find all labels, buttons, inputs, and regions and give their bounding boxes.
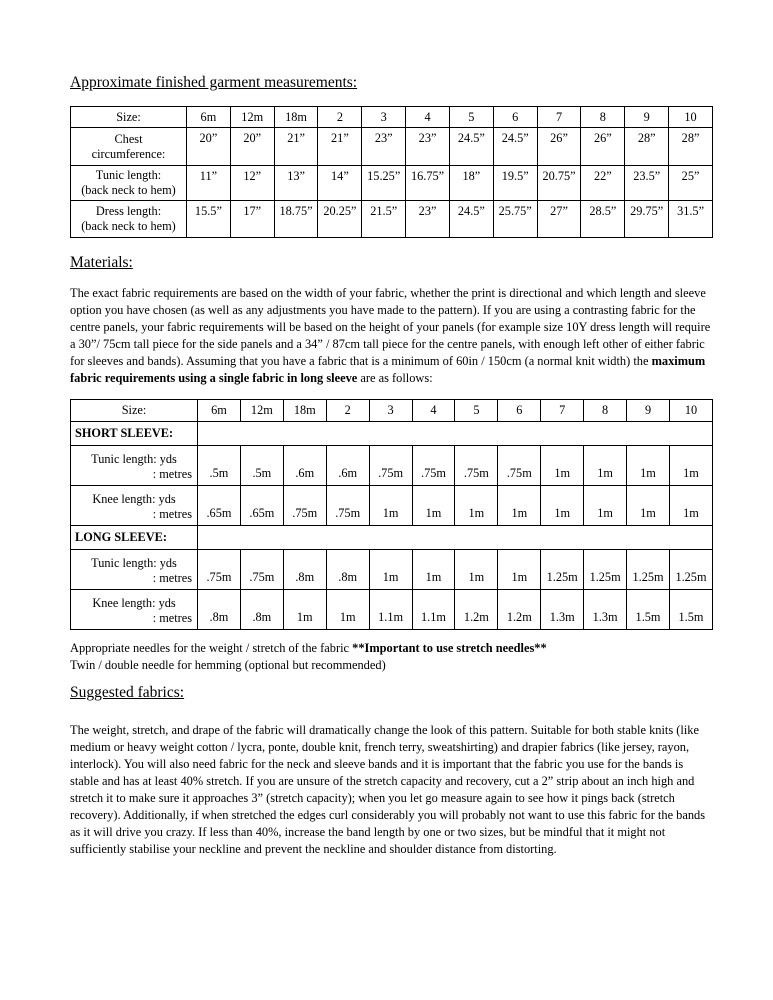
value-cell: 1m bbox=[412, 486, 455, 526]
fabric-requirements-table bbox=[70, 399, 713, 630]
size-header-cell: 9 bbox=[627, 400, 670, 422]
size-header-cell: 4 bbox=[406, 107, 450, 128]
value-cell: 1m bbox=[369, 550, 412, 590]
value-cell: 18.75” bbox=[274, 201, 318, 238]
value-cell: 23.5” bbox=[625, 166, 669, 201]
size-header-cell: 5 bbox=[449, 107, 493, 128]
value-cell: .6m bbox=[283, 446, 326, 486]
value-cell: 1m bbox=[498, 550, 541, 590]
value-cell: 23” bbox=[406, 201, 450, 238]
value-cell: .6m bbox=[326, 446, 369, 486]
value-cell: 28” bbox=[669, 128, 713, 166]
size-header-cell: 5 bbox=[455, 400, 498, 422]
value-cell: 15.25” bbox=[362, 166, 406, 201]
value-cell: .75m bbox=[240, 550, 283, 590]
value-cell: 1.1m bbox=[412, 590, 455, 630]
value-cell: 13” bbox=[274, 166, 318, 201]
row-label-cell bbox=[71, 486, 198, 526]
size-header-cell: 8 bbox=[581, 107, 625, 128]
value-cell: 20” bbox=[187, 128, 231, 166]
size-header-cell: 3 bbox=[362, 107, 406, 128]
section-header-row bbox=[71, 422, 713, 446]
section-title-cell: LONG SLEEVE: bbox=[71, 526, 198, 550]
value-cell: 28.5” bbox=[581, 201, 625, 238]
value-cell: 11” bbox=[187, 166, 231, 201]
value-cell: 1m bbox=[369, 486, 412, 526]
section-heading-fabrics: Suggested fabrics: bbox=[70, 684, 185, 701]
value-cell: .75m bbox=[326, 486, 369, 526]
value-cell: 1m bbox=[455, 550, 498, 590]
size-header-cell: 6 bbox=[498, 400, 541, 422]
row-label-cell bbox=[71, 128, 187, 166]
value-cell: 21” bbox=[318, 128, 362, 166]
value-cell: 20.75” bbox=[537, 166, 581, 201]
row-label-line1: Tunic length: bbox=[95, 168, 162, 182]
value-cell: 1m bbox=[627, 486, 670, 526]
value-cell: 22” bbox=[581, 166, 625, 201]
size-header-cell: 10 bbox=[669, 400, 712, 422]
value-cell: .8m bbox=[283, 550, 326, 590]
value-cell: .5m bbox=[198, 446, 241, 486]
size-header-cell: 7 bbox=[541, 400, 584, 422]
size-header-cell: 12m bbox=[240, 400, 283, 422]
value-cell: 1m bbox=[541, 446, 584, 486]
needles-note-text: Appropriate needles for the weight / stretch of the fabric bbox=[70, 641, 353, 655]
value-cell: 1m bbox=[584, 486, 627, 526]
value-cell: 24.5” bbox=[449, 128, 493, 166]
value-cell: 20” bbox=[230, 128, 274, 166]
value-cell: 26” bbox=[581, 128, 625, 166]
value-cell: .5m bbox=[240, 446, 283, 486]
table-row bbox=[71, 128, 713, 166]
value-cell: 17” bbox=[230, 201, 274, 238]
size-header-cell: 7 bbox=[537, 107, 581, 128]
value-cell: 1.3m bbox=[584, 590, 627, 630]
row-label-line2: : metres bbox=[152, 571, 192, 585]
row-label-cell bbox=[71, 590, 198, 630]
value-cell: 12” bbox=[230, 166, 274, 201]
value-cell: 23” bbox=[362, 128, 406, 166]
value-cell: 14” bbox=[318, 166, 362, 201]
table-row bbox=[71, 201, 713, 238]
size-header-cell: 9 bbox=[625, 107, 669, 128]
row-label-line1: Chest bbox=[114, 131, 143, 146]
size-header-cell: 2 bbox=[318, 107, 362, 128]
table-header-row bbox=[71, 107, 713, 128]
value-cell: 24.5” bbox=[493, 128, 537, 166]
needles-note bbox=[70, 640, 713, 674]
row-label-line1: Dress length: bbox=[95, 204, 162, 218]
value-cell: 19.5” bbox=[493, 166, 537, 201]
materials-text-bold: maximum fabric requirements using a single fabric in long sleeve bbox=[70, 354, 706, 385]
row-label-line2: : metres bbox=[152, 507, 192, 521]
row-label-line2: circumference: bbox=[91, 146, 166, 161]
value-cell: 21.5” bbox=[362, 201, 406, 238]
row-label-line1: Tunic length: yds bbox=[91, 556, 177, 570]
twin-needle-note: Twin / double needle for hemming (optional but recommended) bbox=[70, 658, 386, 672]
size-header-cell: 4 bbox=[412, 400, 455, 422]
value-cell: 29.75” bbox=[625, 201, 669, 238]
value-cell: .75m bbox=[498, 446, 541, 486]
value-cell: .75m bbox=[283, 486, 326, 526]
size-header-cell: 2 bbox=[326, 400, 369, 422]
value-cell: 25.75” bbox=[493, 201, 537, 238]
needles-note-bold: **Important to use stretch needles** bbox=[352, 641, 547, 655]
value-cell: 1.25m bbox=[627, 550, 670, 590]
value-cell: 1m bbox=[498, 486, 541, 526]
value-cell: 1m bbox=[627, 446, 670, 486]
materials-text-2: are as follows: bbox=[357, 371, 433, 385]
value-cell: .75m bbox=[198, 550, 241, 590]
value-cell: 1.5m bbox=[669, 590, 712, 630]
value-cell: .65m bbox=[240, 486, 283, 526]
row-label-line1: Knee length: yds bbox=[92, 492, 176, 506]
value-cell: .8m bbox=[198, 590, 241, 630]
section-heading-measurements: Approximate finished garment measurements: bbox=[70, 74, 358, 91]
size-label-cell: Size: bbox=[71, 107, 187, 128]
size-header-cell: 10 bbox=[669, 107, 713, 128]
value-cell: 15.5” bbox=[187, 201, 231, 238]
materials-text-1: The exact fabric requirements are based on the width of your fabric, whether the print is directional and which length and sleeve option you have chosen (as well as any adjustments you have made to the pattern). If you are using a contrasting fabric for the centre panels, your fabric requirements will be based on the height of your panels (for example size 10Y dress length will require a 30”/ 75cm tall piece for the side panels and a 34” / 87cm tall piece for the centre panels, with enough left other of either fabric for sleeves and bands). Assuming that you have a fabric that is a minimum of 60in / 150cm (a normal knit width) the bbox=[70, 286, 711, 368]
value-cell: 1.2m bbox=[498, 590, 541, 630]
row-label-line1: Knee length: yds bbox=[92, 596, 176, 610]
value-cell: 1m bbox=[455, 486, 498, 526]
size-header-cell: 8 bbox=[584, 400, 627, 422]
table-row bbox=[71, 550, 713, 590]
value-cell: 23” bbox=[406, 128, 450, 166]
value-cell: .8m bbox=[326, 550, 369, 590]
value-cell: 25” bbox=[669, 166, 713, 201]
value-cell: 1.2m bbox=[455, 590, 498, 630]
value-cell: 1m bbox=[541, 486, 584, 526]
row-label-cell bbox=[71, 201, 187, 238]
value-cell: 16.75” bbox=[406, 166, 450, 201]
value-cell: 1.25m bbox=[541, 550, 584, 590]
value-cell: 28” bbox=[625, 128, 669, 166]
row-label-cell bbox=[71, 550, 198, 590]
value-cell: 1m bbox=[669, 446, 712, 486]
value-cell: 26” bbox=[537, 128, 581, 166]
value-cell: 1m bbox=[283, 590, 326, 630]
size-header-cell: 3 bbox=[369, 400, 412, 422]
value-cell: 1m bbox=[669, 486, 712, 526]
value-cell: 18” bbox=[449, 166, 493, 201]
size-header-cell: 6 bbox=[493, 107, 537, 128]
row-label-line2: : metres bbox=[152, 467, 192, 481]
section-heading-materials: Materials: bbox=[70, 254, 133, 271]
section-header-row bbox=[71, 526, 713, 550]
value-cell: .75m bbox=[412, 446, 455, 486]
value-cell: 21” bbox=[274, 128, 318, 166]
size-header-cell: 6m bbox=[198, 400, 241, 422]
value-cell: .65m bbox=[198, 486, 241, 526]
row-label-line1: Tunic length: yds bbox=[91, 452, 177, 466]
row-label-line2: : metres bbox=[152, 611, 192, 625]
value-cell: 1.25m bbox=[584, 550, 627, 590]
value-cell: 20.25” bbox=[318, 201, 362, 238]
row-label-line2: (back neck to hem) bbox=[81, 183, 176, 197]
value-cell: .75m bbox=[369, 446, 412, 486]
size-header-cell: 18m bbox=[274, 107, 318, 128]
value-cell: 1.25m bbox=[669, 550, 712, 590]
size-header-cell: 12m bbox=[230, 107, 274, 128]
row-label-line2: (back neck to hem) bbox=[81, 219, 176, 233]
value-cell: 1.3m bbox=[541, 590, 584, 630]
value-cell: 1m bbox=[326, 590, 369, 630]
table-row bbox=[71, 590, 713, 630]
section-empty-cell bbox=[198, 526, 713, 550]
size-header-cell: 18m bbox=[283, 400, 326, 422]
value-cell: 31.5” bbox=[669, 201, 713, 238]
value-cell: 24.5” bbox=[449, 201, 493, 238]
value-cell: 1.1m bbox=[369, 590, 412, 630]
materials-paragraph bbox=[70, 285, 713, 387]
size-header-cell: 6m bbox=[187, 107, 231, 128]
section-title-cell: SHORT SLEEVE: bbox=[71, 422, 198, 446]
section-empty-cell bbox=[198, 422, 713, 446]
value-cell: 1m bbox=[412, 550, 455, 590]
table-row bbox=[71, 166, 713, 201]
measurements-table bbox=[70, 106, 713, 238]
value-cell: .75m bbox=[455, 446, 498, 486]
row-label-cell bbox=[71, 166, 187, 201]
value-cell: .8m bbox=[240, 590, 283, 630]
value-cell: 1.5m bbox=[627, 590, 670, 630]
fabrics-paragraph: The weight, stretch, and drape of the fabric will dramatically change the look of this pattern. Suitable for both stable knits (like medium or heavy weight cotton / lycra, ponte, double knit, french terry, sweatshirting) and drapier fabrics (like jersey, rayon, interlock). You will also need fabric for the neck and sleeve bands and it is important that the fabric you use for the bands is stable and has at least 40% stretch. If you are unsure of the stretch capacity and recovery, cut a 2” strip about an inch high and stretch it to make sure it approaches 3” (stretch capacity); when you let go measure again to see how it pings back (stretch recovery). Additionally, if when stretched the edges curl considerably you will probably not want to use this fabric for the bands as it will drive you crazy. If less than 40%, increase the band length by one or two sizes, but be mindful that it might not sufficiently stabilise your neckline and prevent the neckline and shoulder distance from distorting. bbox=[70, 723, 706, 856]
table-row bbox=[71, 446, 713, 486]
table-row bbox=[71, 486, 713, 526]
value-cell: 27” bbox=[537, 201, 581, 238]
value-cell: 1m bbox=[584, 446, 627, 486]
size-label-cell: Size: bbox=[71, 400, 198, 422]
table-header-row bbox=[71, 400, 713, 422]
row-label-cell bbox=[71, 446, 198, 486]
